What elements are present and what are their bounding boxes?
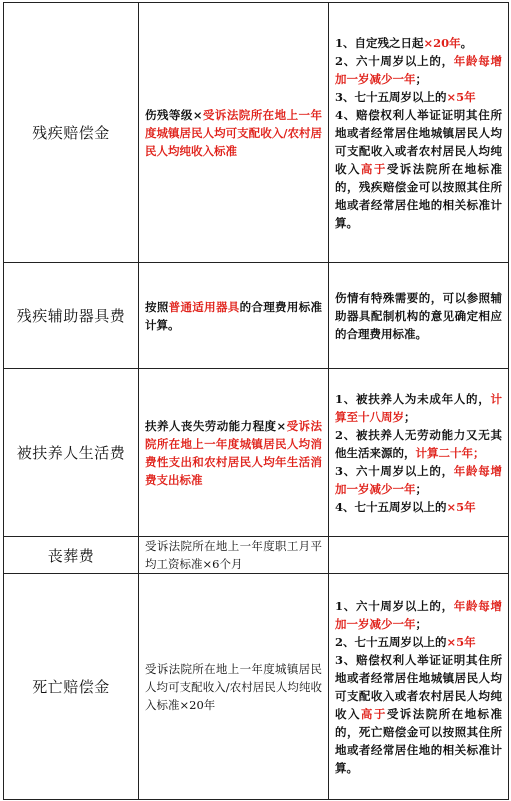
text-run: 1、六十周岁以上的， [335,598,454,613]
table-row [4,537,509,574]
text-run: ； [415,71,427,86]
highlighted-text: 计算至十八周岁 [335,391,502,424]
text-run: 伤情有特殊需要的，可以参照辅助器具配制机构的意见确定相应的合理费用标准。 [335,290,502,341]
text-run: 按照 [145,299,169,314]
calculation-notes [329,263,509,369]
highlighted-text: ×5年 [446,499,476,514]
text-run: 受诉法院所在地标准的，残疾赔偿金可以按照其住所地或者经常居住地的相关标准计算。 [335,161,503,230]
highlighted-text: 高于 [360,161,387,176]
item-name: 残疾赔偿金 [4,3,139,263]
calculation-formula [139,574,329,800]
note-item [335,597,502,633]
highlighted-text: 年龄每增加一岁减少一年 [335,463,502,496]
item-name: 残疾辅助器具费 [4,263,139,369]
calculation-notes [329,537,509,574]
text-run: 伤残等级× [145,107,203,122]
table-row [4,574,509,800]
text-run: 扶养人丧失劳动能力程度× [145,418,287,433]
text-run: ； [404,409,416,424]
note-item [335,498,502,516]
text-run: 3、赔偿权利人举证证明其住所地或者经常居住地城镇居民人均可支配收入或者农村居民人均纯收入 [335,652,502,721]
text-run: 2、被扶养人无劳动能力又无其他生活来源的， [335,427,502,460]
note-item [335,426,502,462]
table-row [4,369,509,537]
highlighted-text: 受诉法院所在地上一年度城镇居民人均可支配收入/农村居民人均纯收入标准 [145,107,322,158]
table-row [4,3,509,263]
note-item [335,34,502,52]
text-run: 3、七十五周岁以上的 [335,89,447,104]
note-item [335,462,502,498]
compensation-table-body [4,3,509,800]
table-row [4,263,509,369]
calculation-formula [139,537,329,574]
text-run: 。 [460,35,473,50]
highlighted-text: 计算二十年； [415,445,485,460]
highlighted-text: ×5年 [446,634,476,649]
highlighted-text: 高于 [360,706,387,721]
text-run: 受诉法院所在地上一年度城镇居民人均可支配收入/农村居民人均纯收入标准×20年 [145,661,322,712]
text-run: 1、自定残之日起 [335,35,424,50]
text-run: 4、赔偿权利人举证证明其住所地或者经常居住地城镇居民人均可支配收入或者农村居民人均纯收入 [335,107,502,176]
calculation-notes [329,574,509,800]
compensation-table [3,2,509,800]
text-run: 2、六十周岁以上的， [335,53,454,68]
calculation-notes [329,3,509,263]
text-run: 的合理费用标准计算。 [145,299,323,332]
text-run: ； [415,616,427,631]
note-item [335,88,502,106]
highlighted-text: 年龄每增加一岁减少一年 [335,598,502,631]
highlighted-text: 受诉法院所在地上一年度城镇居民人均消费性支出和农村居民人均年生活消费支出标准 [145,418,323,487]
note-item [335,651,502,777]
calculation-notes [329,369,509,537]
text-run: 3、六十周岁以上的， [335,463,454,478]
highlighted-text: 普通适用器具 [168,299,240,314]
highlighted-text: ×20年 [423,35,461,50]
text-run: 受诉法院所在地上一年度职工月平均工资标准×6个月 [145,539,322,571]
text-run: 4、七十五周岁以上的 [335,499,447,514]
text-run: 受诉法院所在地标准的，死亡赔偿金可以按照其住所地或者经常居住地的相关标准计算。 [335,706,503,775]
note-item [335,52,502,88]
calculation-formula [139,3,329,263]
calculation-formula [139,369,329,537]
highlighted-text: ×5年 [446,89,476,104]
text-run: ； [415,481,427,496]
item-name: 死亡赔偿金 [4,574,139,800]
text-run: 2、七十五周岁以上的 [335,634,447,649]
highlighted-text: 年龄每增加一岁减少一年 [335,53,502,86]
note-item [335,390,502,426]
text-run: 1、被扶养人为未成年人的， [335,391,491,406]
note-item [335,106,502,232]
note-item [335,633,502,651]
note-item [335,289,502,343]
item-name: 丧葬费 [4,537,139,574]
calculation-formula [139,263,329,369]
item-name: 被扶养人生活费 [4,369,139,537]
